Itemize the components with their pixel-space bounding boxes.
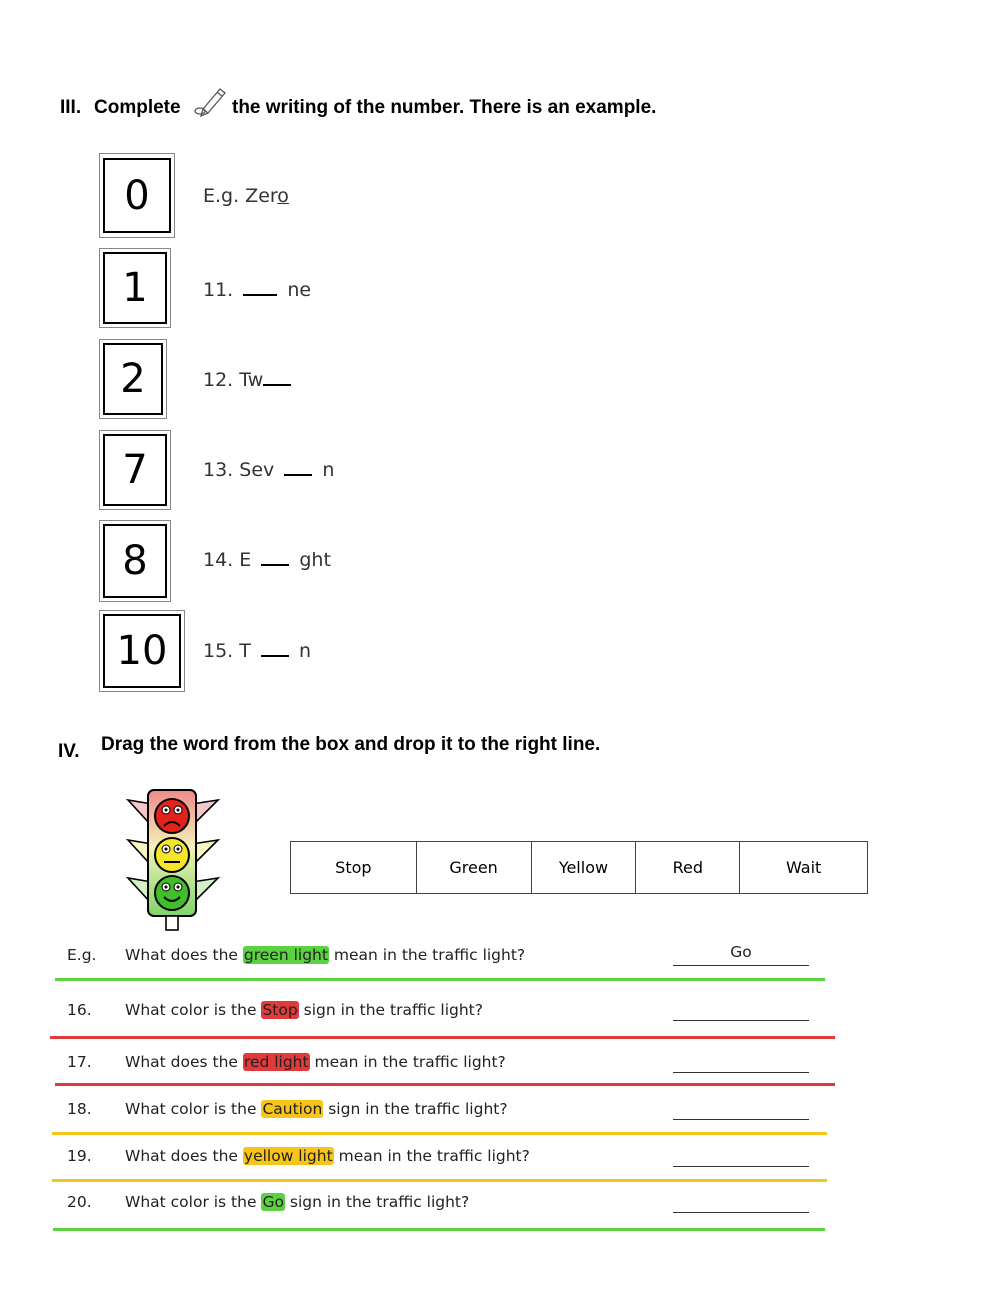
digit-box-8 bbox=[99, 520, 171, 602]
item-14 bbox=[203, 549, 331, 571]
section-4-numeral: IV. bbox=[58, 741, 80, 762]
digit-box-0 bbox=[99, 153, 175, 238]
answer-blank[interactable] bbox=[243, 280, 277, 296]
item-suffix: o bbox=[277, 185, 289, 207]
answer-blank[interactable] bbox=[261, 641, 289, 657]
traffic-light-icon bbox=[122, 786, 222, 932]
separator-yellow bbox=[52, 1132, 827, 1135]
question-text-start: What color is the bbox=[125, 1001, 257, 1019]
question-text-end: mean in the traffic light? bbox=[314, 1053, 506, 1071]
digit-box-7 bbox=[99, 430, 171, 510]
question-text bbox=[125, 1053, 506, 1071]
question-number: 20. bbox=[67, 1193, 92, 1211]
item-suffix: ne bbox=[287, 279, 312, 301]
question-19 bbox=[0, 1147, 1000, 1177]
question-20 bbox=[0, 1193, 1000, 1223]
question-text bbox=[125, 1193, 469, 1211]
question-text-end: sign in the traffic light? bbox=[289, 1193, 470, 1211]
question-text bbox=[125, 946, 525, 964]
highlight-stop: Stop bbox=[262, 1001, 298, 1019]
digit-2: 2 bbox=[103, 343, 163, 415]
separator-green bbox=[53, 1228, 825, 1231]
highlight-green-light: green light bbox=[243, 946, 328, 964]
question-text-start: What does the bbox=[125, 946, 238, 964]
section-3-numeral: III. bbox=[60, 97, 82, 118]
answer-drop-17[interactable] bbox=[673, 1050, 809, 1073]
word-stop[interactable]: Stop bbox=[291, 842, 417, 893]
digit-box-10 bbox=[99, 610, 185, 692]
pencil-icon bbox=[193, 84, 229, 118]
highlight-yellow-light: yellow light bbox=[243, 1147, 333, 1165]
item-11 bbox=[203, 279, 311, 301]
answer-drop-20[interactable] bbox=[673, 1190, 809, 1213]
question-16 bbox=[0, 1001, 1000, 1031]
item-label: 11. bbox=[203, 279, 234, 301]
answer-line-example: Go bbox=[673, 943, 809, 966]
word-red[interactable]: Red bbox=[636, 842, 740, 893]
item-label: 15. T bbox=[203, 640, 251, 662]
highlight-caution: Caution bbox=[262, 1100, 323, 1118]
digit-box-1 bbox=[99, 248, 171, 328]
digit-0: 0 bbox=[103, 158, 171, 233]
question-text-end: mean in the traffic light? bbox=[338, 1147, 530, 1165]
item-suffix: n bbox=[322, 459, 335, 481]
digit-1: 1 bbox=[103, 252, 167, 324]
question-text-start: What color is the bbox=[125, 1100, 257, 1118]
item-label: 14. E bbox=[203, 549, 252, 571]
section-3-title-start: Complete bbox=[94, 97, 181, 118]
answer-blank[interactable] bbox=[284, 460, 312, 476]
item-label: E.g. Zer bbox=[203, 185, 278, 207]
question-text bbox=[125, 1001, 483, 1019]
section-4-title: Drag the word from the box and drop it to the right line. bbox=[101, 734, 601, 755]
item-12 bbox=[203, 369, 295, 391]
question-text-start: What color is the bbox=[125, 1193, 257, 1211]
question-number: 19. bbox=[67, 1147, 92, 1165]
answer-drop-19[interactable] bbox=[673, 1144, 809, 1167]
question-text-start: What does the bbox=[125, 1147, 238, 1165]
question-number: 18. bbox=[67, 1100, 92, 1118]
question-number: 16. bbox=[67, 1001, 92, 1019]
answer-drop-18[interactable] bbox=[673, 1097, 809, 1120]
digit-10: 10 bbox=[103, 614, 181, 688]
item-suffix: n bbox=[298, 640, 312, 662]
section-3-title-end: the writing of the number. There is an example. bbox=[232, 97, 657, 118]
question-number: 17. bbox=[67, 1053, 92, 1071]
item-13 bbox=[203, 459, 334, 481]
separator-red bbox=[50, 1036, 835, 1039]
digit-8: 8 bbox=[103, 524, 167, 598]
item-15 bbox=[203, 640, 311, 662]
item-suffix: ght bbox=[299, 549, 331, 571]
answer-blank[interactable] bbox=[263, 370, 291, 386]
example-zero bbox=[203, 185, 289, 207]
item-label: 13. Sev bbox=[203, 459, 275, 481]
digit-box-2 bbox=[99, 339, 167, 419]
question-text-end: mean in the traffic light? bbox=[333, 946, 526, 964]
question-text bbox=[125, 1100, 508, 1118]
question-text bbox=[125, 1147, 530, 1165]
question-text-end: sign in the traffic light? bbox=[328, 1100, 508, 1118]
answer-blank[interactable] bbox=[261, 550, 289, 566]
highlight-go: Go bbox=[262, 1193, 284, 1211]
digit-7: 7 bbox=[103, 434, 167, 506]
word-wait[interactable]: Wait bbox=[786, 858, 822, 877]
word-yellow[interactable]: Yellow bbox=[532, 842, 637, 893]
question-17 bbox=[0, 1053, 1000, 1083]
question-text-end: sign in the traffic light? bbox=[303, 1001, 483, 1019]
word-green[interactable]: Green bbox=[417, 842, 532, 893]
question-example bbox=[0, 943, 1000, 976]
answer-drop-16[interactable] bbox=[673, 998, 809, 1021]
question-text-start: What does the bbox=[125, 1053, 238, 1071]
highlight-red-light: red light bbox=[243, 1053, 309, 1071]
separator-red bbox=[55, 1083, 835, 1086]
question-number: E.g. bbox=[67, 946, 97, 964]
separator-yellow bbox=[52, 1179, 827, 1182]
separator-green bbox=[55, 978, 825, 981]
word-bank bbox=[290, 841, 868, 894]
item-label: 12. Tw bbox=[203, 369, 264, 391]
question-18 bbox=[0, 1100, 1000, 1130]
